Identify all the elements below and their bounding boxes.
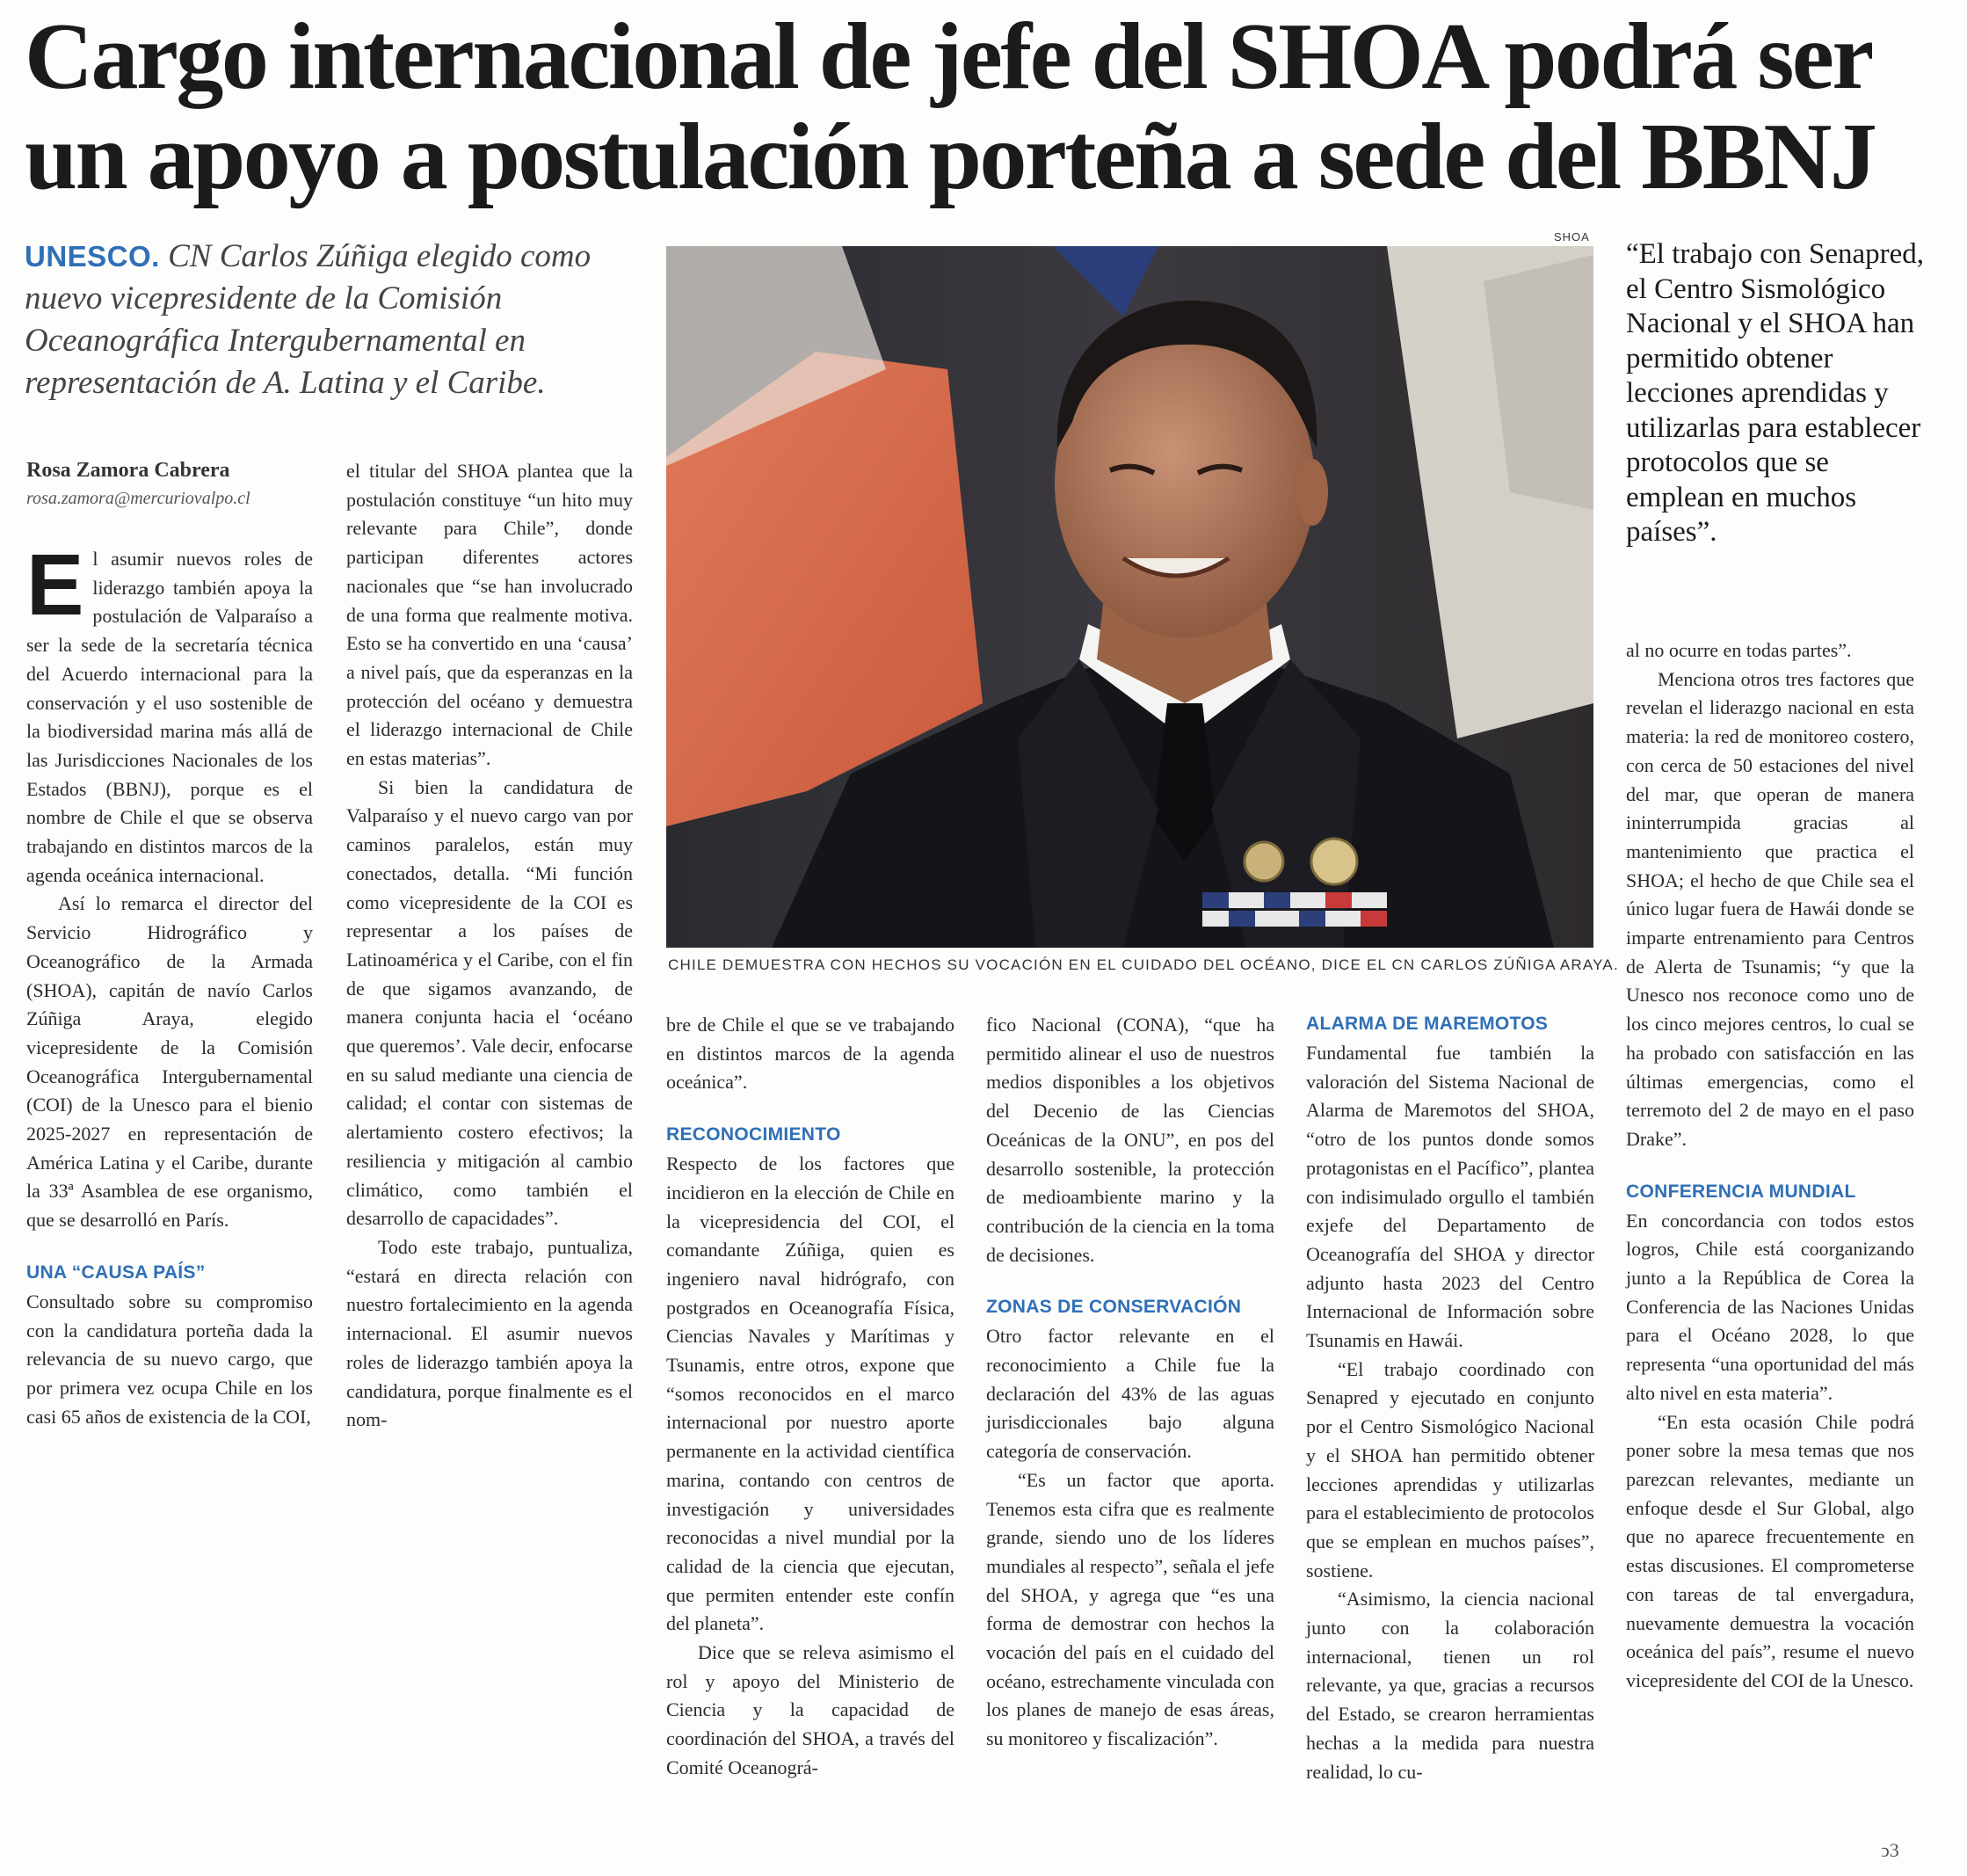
article-column-2 (346, 457, 633, 1435)
deck-text: CN Carlos Zúñiga elegido como nuevo vicepresidente de la Comisión Oceanográfica Intergubernamental en representación de A. Latina y el Caribe. (25, 238, 592, 401)
paragraph: Fundamental fue también la valoración del Sistema Nacional de Alarma de Maremotos del SHOA, “otro de los puntos donde somos protagonistas en el Pacífico”, plantea con indisimulado orgullo el también exjefe del Departamento de Oceanografía del SHOA y director adjunto hasta 2023 del Centro Internacional de Información sobre Tsunamis en Hawái. (1306, 1042, 1594, 1352)
paragraph: Dice que se releva asimismo el rol y apoyo del Ministerio de Ciencia y la capacidad de coordinación del SHOA, a través del Comité Oceanográ- (666, 1641, 954, 1778)
paragraph: Todo este trabajo, puntualiza, “estará en directa relación con nuestro fortalecimiento en la agenda internacional. El asumir nuevos roles de liderazgo también apoya la candidatura, porque finalmente es el nom- (346, 1235, 633, 1431)
photo-caption: CHILE DEMUESTRA CON HECHOS SU VOCACIÓN EN EL CUIDADO DEL OCÉANO, DICE EL CN CARLOS ZÚÑIGA ARAYA. (668, 956, 1619, 973)
officer-portrait-illustration (666, 246, 1593, 948)
paragraph: El asumir nuevos roles de liderazgo también apoya la postulación de Valparaíso a ser la sede de la secretaría técnica del Acuerdo internacional para la conservación y el uso sostenible de la biodiversidad marina más allá de las Jurisdicciones Nacionales de los Estados (BBNJ), porque es el nombre de Chile el que se observa trabajando en distintos marcos de la agenda oceánica internacional. (26, 536, 313, 886)
paragraph: Consultado sobre su compromiso con la candidatura porteña dada la relevancia de su nuevo cargo, que por primera vez ocupa Chile en los casi 65 años de existencia de la COI, (26, 1290, 313, 1428)
article-column-1 (26, 536, 313, 1431)
byline-email[interactable]: rosa.zamora@mercuriovalpo.cl (26, 489, 250, 508)
subheading-zonas-de-conservacion: ZONAS DE CONSERVACIÓN (986, 1297, 1242, 1318)
paragraph: el titular del SHOA plantea que la postulación constituye “un hito muy relevante para Chile”, donde participan diferentes actores nacionales que “se han involucrado de una forma que realmente motiva. Esto se ha convertido en una ‘causa’ a nivel país, que da esperanzas en la protección del océano y demuestra el liderazgo internacional de Chile en estas materias”. (346, 460, 633, 770)
headline (25, 4, 1949, 209)
article-column-3 (666, 1011, 954, 1783)
paragraph: Otro factor relevante en el reconocimiento a Chile fue la declaración del 43% de las aguas jurisdiccionales bajo alguna categoría de conservación. (986, 1325, 1274, 1463)
byline-name: Rosa Zamora Cabrera (26, 459, 230, 482)
paragraph: “En esta ocasión Chile podrá poner sobre la mesa temas que nos parezcan relevantes, mediante un enfoque desde el Sur Global, algo que no aparece frecuentemente en estas discusiones. El comprometerse con tareas de tal envergadura, nuevamente demuestra la vocación oceánica del país”, resume el nuevo vicepresidente del COI de la Unesco. (1626, 1410, 1914, 1691)
paragraph: bre de Chile el que se ve trabajando en distintos marcos de la agenda oceánica”. (666, 1014, 954, 1094)
paragraph: En concordancia con todos estos logros, Chile está coorganizando junto a la República de Corea la Conferencia de las Naciones Unidas para el Océano 2028, lo que representa “una oportunidad del más alto nivel en esta materia”. (1626, 1209, 1914, 1404)
paragraph: fico Nacional (CONA), “que ha permitido alinear el uso de nuestros medios disponibles a los objetivos del Decenio de las Ciencias Oceánicas de la ONU”, en pos del desarrollo sostenible, la protección de medioambiente marino y la contribución de la ciencia en la toma de decisiones. (986, 1014, 1274, 1266)
subheading-alarma-de-maremotos: ALARMA DE MAREMOTOS (1306, 1014, 1549, 1034)
paragraph: “Es un factor que aporta. Tenemos esta cifra que es realmente grande, siendo uno de los líderes mundiales al respecto”, señala el jefe del SHOA, y agrega que “es una forma de demostrar con hechos la vocación del país en el cuidado del océano, estrechamente vinculada con los planes de manejo de esas áreas, su monitoreo y fiscalización”. (986, 1468, 1274, 1750)
paragraph: Menciona otros tres factores que revelan el liderazgo nacional en esta materia: la red de monitoreo costero, con cerca de 50 estaciones del nivel del mar, que operan de manera ininterrumpida gracias al mantenimiento que practica el SHOA; el hecho de que Chile sea el único lugar fuera de Hawái donde se imparte entrenamiento para Centros de Alerta de Tsunamis; “y que la Unesco nos reconoce como uno de los cinco mejores centros, lo cual se ha probado con satisfacción en las últimas emergencias, como el terremoto del 2 de mayo en el paso Drake”. (1626, 667, 1914, 1150)
paragraph: Así lo remarca el director del Servicio Hidrográfico y Oceanográfico de la Armada (SHOA), capitán de navío Carlos Zúñiga Araya, elegido vicepresidente de la Comisión Oceanográfica Intergubernamental (COI) de la Unesco para el bienio 2025-2027 en representación de América Latina y el Caribe, durante la 33ª Asamblea de ese organismo, que se desarrolló en París. (26, 892, 313, 1232)
photo-credit: SHOA (1554, 230, 1590, 244)
deck-kicker: UNESCO. (25, 240, 160, 273)
article-column-5 (1306, 1011, 1594, 1786)
subheading-reconocimiento: RECONOCIMIENTO (666, 1124, 841, 1145)
article-photo (666, 246, 1593, 948)
article-column-4 (986, 1011, 1274, 1754)
paragraph: al no ocurre en todas partes”. (1626, 639, 1852, 661)
subheading-conferencia-mundial: CONFERENCIA MUNDIAL (1626, 1181, 1856, 1202)
pull-quote: “El trabajo con Senapred, el Centro Sismológico Nacional y el SHOA han permitido obtener lecciones aprendidas y utilizarlas para establecer protocolos que se emplean en muchos países”. (1626, 238, 1925, 548)
drop-cap: E (26, 536, 84, 633)
paragraph: Si bien la candidatura de Valparaíso y el nuevo cargo van por caminos paralelos, están muy conectados, detalla. “Mi función como vicepresidente de la COI es representar a los países de Latinoamérica y el Caribe, con el fin de que sigamos avanzando, de manera conjunta hacia el ‘océano que queremos’. Vale decir, enfocarse en su salud mediante una ciencia de calidad; el contar con sistemas de alertamiento costero efectivos; la resiliencia y mitigación al cambio climático, como también el desarrollo de capacidades”. (346, 775, 633, 1230)
paragraph: Respecto de los factores que incidieron en la elección de Chile en la vicepresidencia del COI, el comandante Zúñiga, quien es ingeniero naval hidrógrafo, con postgrados en Oceanografía Física, Ciencias Navales y Marítimas y Tsunamis, entre otros, expone que “somos reconocidos en el marco internacional por nuestro aporte permanente en la actividad científica marina, contando con centros de investigación y universidades reconocidas a nivel mundial por la calidad de la ciencia que ejecutan, que permiten entender este confín del planeta”. (666, 1153, 954, 1635)
article-column-6 (1626, 636, 1914, 1696)
headline-line-1: Cargo internacional de jefe del SHOA podrá ser (25, 4, 1872, 109)
end-mark-icon: ↄ3 (1881, 1839, 1899, 1861)
headline-line-2: un apoyo a postulación porteña a sede del BBNJ (25, 105, 1876, 209)
paragraph: “El trabajo coordinado con Senapred y ejecutado en conjunto por el Centro Sismológico Nacional y el SHOA han permitido obtener lecciones aprendidas y utilizarlas para el establecimiento de protocolos que se emplean en muchos países”, sostiene. (1306, 1357, 1594, 1582)
deck (25, 236, 640, 404)
subheading-causa-pais: UNA “CAUSA PAÍS” (26, 1262, 206, 1283)
paragraph: “Asimismo, la ciencia nacional junto con la colaboración internacional, tienen un rol relevante, ya que, gracias a recursos del Estado, se crearon herramientas hechas a la medida para nuestra realidad, lo cu- (1306, 1588, 1594, 1783)
